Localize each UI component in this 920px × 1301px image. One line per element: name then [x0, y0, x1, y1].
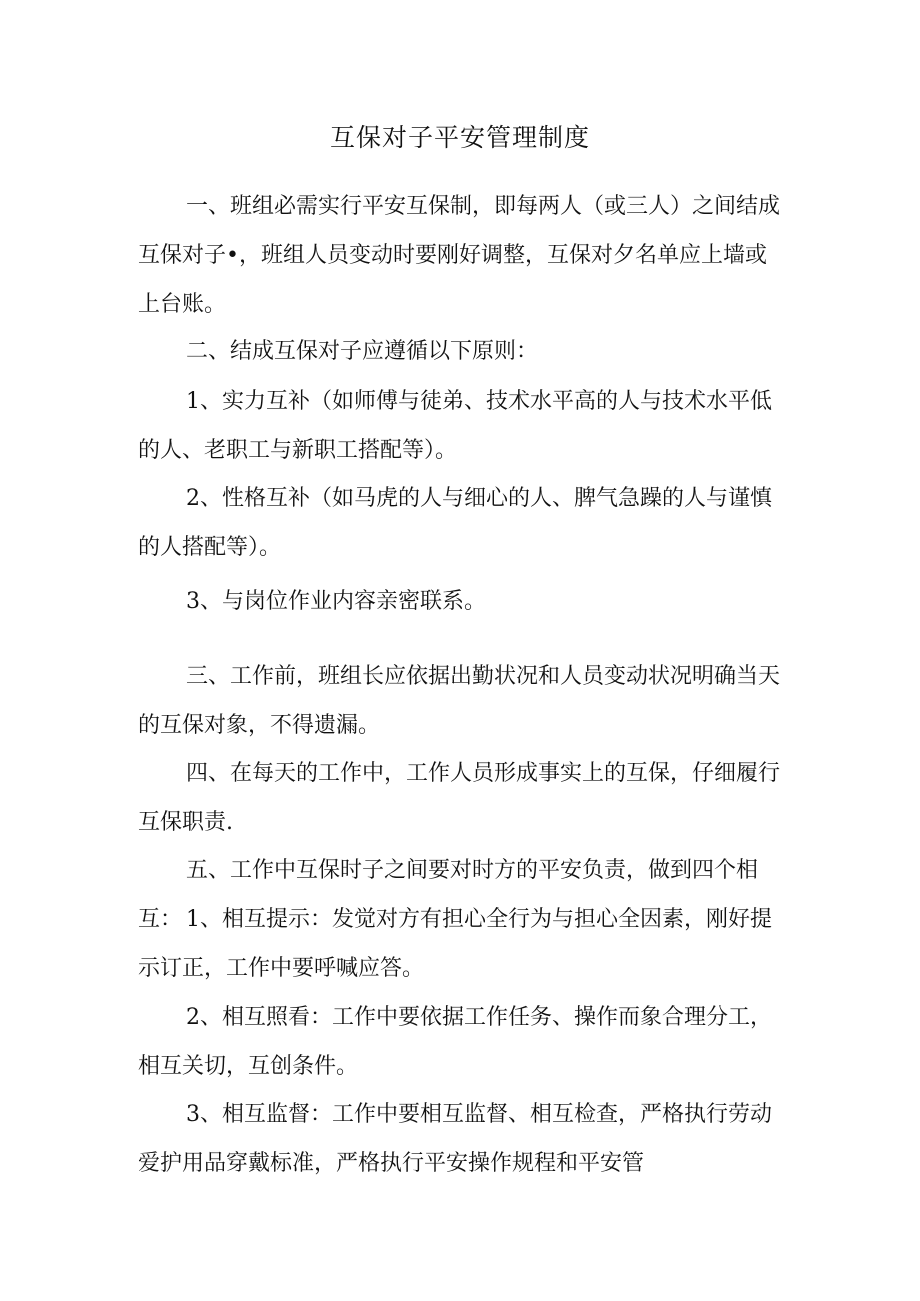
- paragraph-8: 五、工作中互保时子之间要对时方的平安负责，做到四个相互：: [138, 858, 759, 932]
- paragraph-2: 二、结成互保对子应遵循以下原则：: [186, 339, 539, 364]
- paragraph-5: 3、与岗位作业内容亲密联系。: [186, 589, 486, 614]
- paragraph-1: 一、班组必需实行平安互保制，即每两人（或三人）之间结成互保对子•，班组人员变动时要刚好调整，互保对夕名单应上墙或上台账。: [138, 194, 781, 317]
- paragraph-3: 1、实力互补（如师傅与徒弟、技术水平高的人与技术水平低的人、老职工与新职工搭配等）。: [138, 389, 772, 463]
- paragraph-11: 3、相互监督：工作中要相互监督、相互检查，严格执行劳动爱护用品穿戴标准，严格执行平安操作规程和平安管: [138, 1102, 772, 1176]
- paragraph-10: 2、相互照看：工作中要依据工作任务、操作而象合理分工，相互关切，互创条件。: [138, 1005, 772, 1079]
- document-title: 互保对子平安管理制度: [329, 123, 590, 152]
- paragraph-9: 1、相互提示：发觉对方有担心全行为与担心全因素，刚好提示订正，工作中要呼喊应答。: [138, 907, 772, 981]
- paragraph-7: 四、在每天的工作中，工作人员形成事实上的互保，仔细履行互保职责.: [138, 761, 781, 835]
- paragraph-6: 三、工作前，班组长应依据出勤状况和人员变动状况明确当天的互保对象，不得遗漏。: [138, 664, 781, 738]
- paragraph-4: 2、性格互补（如马虎的人与细心的人、脾气急躁的人与谨慎的人搭配等）。: [138, 486, 772, 560]
